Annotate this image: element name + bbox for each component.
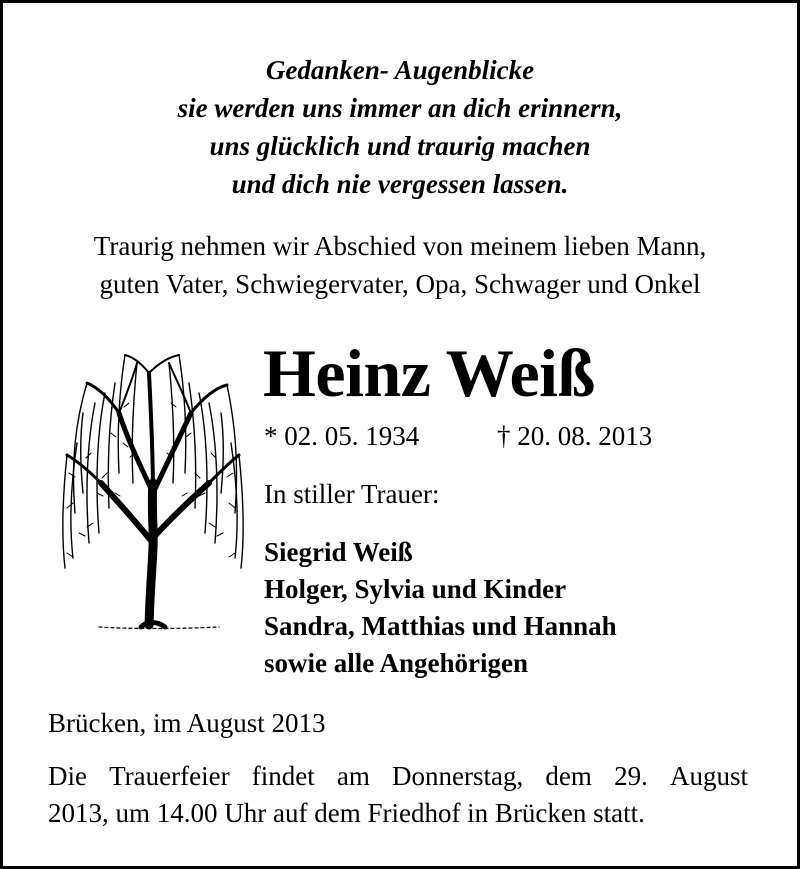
mourner-entry: Sandra, Matthias und Hannah xyxy=(264,611,617,641)
poem-line: Gedanken- Augenblicke xyxy=(265,55,535,85)
farewell-line: Traurig nehmen wir Abschied von meinem lieben Mann, xyxy=(93,231,707,261)
mourner-entry: sowie alle Angehörigen xyxy=(264,648,528,678)
place-and-date: Brücken, im August 2013 xyxy=(48,708,326,738)
mourner-entry: Holger, Sylvia und Kinder xyxy=(264,574,567,604)
death-date: † 20. 08. 2013 xyxy=(497,421,653,451)
farewell-text xyxy=(3,227,797,303)
funeral-line-2: 2013, um 14.00 Uhr auf dem Friedhof in Brücken statt. xyxy=(48,798,645,828)
funeral-word: Trauerfeier xyxy=(109,761,230,791)
birth-date: * 02. 05. 1934 xyxy=(264,421,420,451)
funeral-word: dem xyxy=(545,761,592,791)
poem-line: uns glücklich und traurig machen xyxy=(209,131,591,161)
funeral-word: am xyxy=(336,761,370,791)
mourners-list xyxy=(264,534,617,682)
memorial-poem xyxy=(3,51,797,203)
funeral-notice xyxy=(48,758,748,832)
poem-line: sie werden uns immer an dich erinnern, xyxy=(177,93,623,123)
funeral-word: Donnerstag, xyxy=(392,761,524,791)
mourning-label: In stiller Trauer: xyxy=(264,479,440,509)
poem-line: und dich nie vergessen lassen. xyxy=(231,169,569,199)
willow-tree-icon xyxy=(49,343,253,633)
funeral-word: 29. xyxy=(614,761,648,791)
funeral-line-1 xyxy=(48,758,748,795)
mourner-entry: Siegrid Weiß xyxy=(264,537,413,567)
funeral-word: Die xyxy=(48,761,87,791)
deceased-name: Heinz Weiß xyxy=(263,335,595,411)
funeral-word: findet xyxy=(251,761,315,791)
farewell-line: guten Vater, Schwiegervater, Opa, Schwager und Onkel xyxy=(99,269,701,299)
funeral-word: August xyxy=(669,761,748,791)
